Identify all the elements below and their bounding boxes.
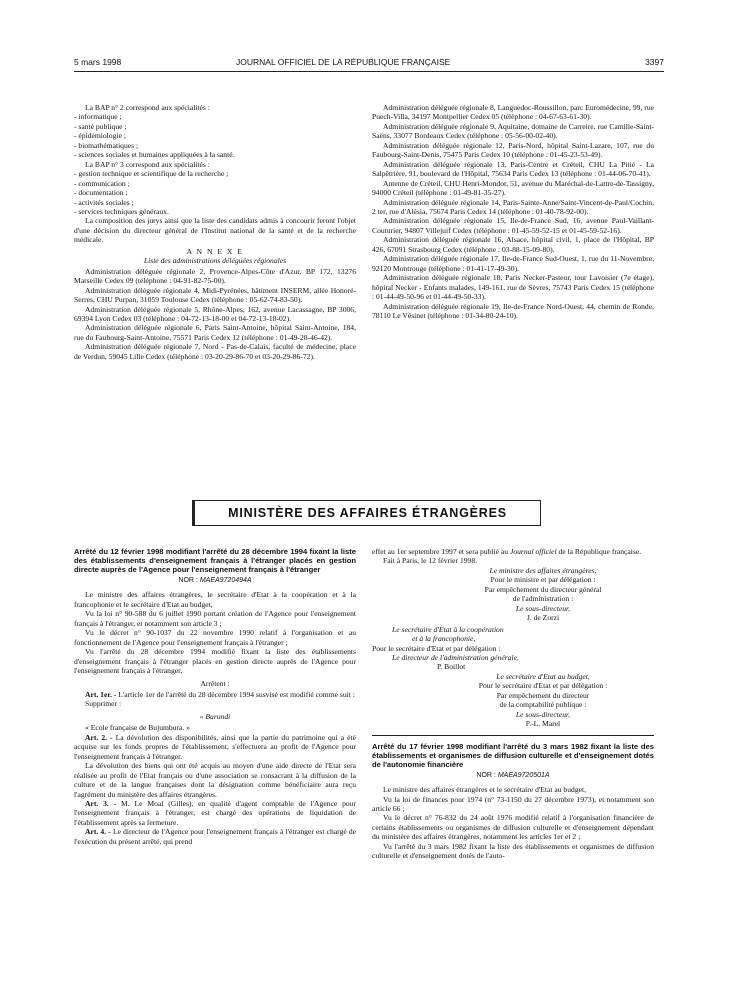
list-item: - documentation ; [74,188,128,198]
article-text: Le directeur de l'Agence pour l'enseignement français à l'étranger est chargé de l'exécution du présent arrêté, qui prend [74,827,357,846]
paragraph: Vu le décret n° 76-832 du 24 août 1976 modifié relatif à l'organisation financière de certains établissements ou organismes de diffusion culturelle et d'enseignement dépendant du ministère des affaires étrangères, notamment les articles 1er et 2 ; [372,813,654,842]
annex-subheading: Liste des administrations déléguées régionales [143,256,287,266]
paragraph: Administration déléguée régionale 16, Alsace, hôpital civil, 1, place de l'Hôpital, BP 426, 67091 Strasbourg Cedex (téléphone : 03-88-15-09-80). [372,235,654,254]
list-item: - épidémiologie ; [74,131,126,141]
paragraph: Administration déléguée régionale 13, Paris-Centre et Créteil, CHU La Pitié - La Salpêtrière, 91, boulevard de l'Hôpital, 75634 Paris Cedex 13 (téléphone : 01-44-06-70-41). [372,159,654,179]
paragraph: La dévolution des biens qui ont été acquis au moyen d'une aide directe de l'Etat sera réalisée au profit de l'Etat français ou d'une association se consacrant à la diffusion de la culture et de la langue françaises dont la désignation comme bénéficiaire aura reçu l'agrément du ministère des affaires étrangères. [74,761,356,799]
article-label: Art. 3. - [85,798,117,808]
paragraph: Administration déléguée régionale 6, Paris Saint-Antoine, hôpital Saint-Antoine, 184, rue du Faubourg-Saint-Antoine, 75571 Paris Cedex 12 (téléphone : 01-49-28-46-42). [74,323,356,342]
text-run: de la République française. [556,547,642,556]
paragraph: Administration déléguée régionale 18, Paris Necker-Pasteur, tour Lavoisier (7e étage), hôpital Necker - Enfants malades, 149-161, rue de Sèvres, 75743 Paris Cedex 15 (téléphone : 01-44-49-50-96 et 01-44-49-50-33). [372,273,654,302]
signatory-title: Le secrétaire d'Etat à la coopération [392,624,504,634]
paragraph [372,547,654,556]
signatory-title: Le ministre des affaires étrangères, [489,565,597,575]
signature-block-cooperation [372,625,654,672]
paragraph: Vu le décret n° 90-1037 du 22 novembre 1990 relatif à l'organisation et au fonctionnement de l'Agence pour l'enseignement français à l'étranger ; [74,628,356,647]
nor-code: MAEA9720494A [199,577,252,584]
list-item: - santé publique ; [74,121,127,131]
signatory-title: Le directeur de l'administration générale, [392,652,519,662]
signatory-title: et à la francophonie, [412,634,476,644]
ministry-heading: MINISTÈRE DES AFFAIRES ÉTRANGÈRES [192,500,541,526]
nor-reference [74,576,356,585]
top-column-left [74,103,356,361]
date-line: Fait à Paris, le 12 février 1998. [383,556,478,566]
list-item: - biomathématiques ; [74,140,139,150]
header-date: 5 mars 1998 [74,57,122,67]
signature-line: Par empêchement du directeur [496,690,590,700]
signature-line: Par empêchement du directeur général [484,584,602,594]
list-item: - activités sociales ; [74,197,134,207]
paragraph: Le ministre des affaires étrangères, le secrétaire d'Etat à la coopération et à la francophonie et le secrétaire d'Etat au budget, [74,590,356,609]
arretent-line: Arrêtent : [200,678,230,688]
journal-name: Journal officiel [509,547,557,556]
signature-line: Pour le secrétaire d'Etat et par délégation : [372,643,501,653]
signatory-name: P. Boillot [437,662,466,672]
paragraph: Vu l'arrêté du 3 mars 1982 fixant la liste des établissements et organismes de diffusion culturelle et d'enseignement dotés de l'auto- [372,841,654,861]
paragraph: Administration déléguée régionale 19, Ile-de-France Nord-Ouest, 44, chemin de Ronde, 78110 Le Vésinet (téléphone : 01-34-80-24-10). [372,301,654,320]
signatory-title: Le sous-directeur, [515,603,571,613]
paragraph: Administration déléguée régionale 2, Provence-Alpes-Côte d'Azur, BP 172, 13276 Marseille Cedex 09 (téléphone : 04-91-82-75-00). [74,266,356,286]
decree-title: Arrêté du 12 février 1998 modifiant l'arrêté du 28 décembre 1994 fixant la liste des établissements d'enseignement français à l'étranger placés en gestion directe auprès de l'Agence pour l'enseignement français à l'étranger [74,547,356,574]
paragraph: Administration déléguée régionale 7, Nord - Pas-de-Calais, faculté de médecine, place de Verdun, 59045 Lille Cedex (téléphone : 03-20-29-86-70 et 03-20-29-86-72). [74,342,356,361]
signature-line: Pour le secrétaire d'Etat et par délégation : [478,681,608,691]
signatory-name: P.-L. Marel [525,719,561,729]
signatory-title: Le sous-directeur, [515,709,571,719]
signatory-name: J. de Zorzi [526,613,560,623]
signature-line: Pour le ministre et par délégation : [490,575,596,585]
signature-block-budget [372,672,654,729]
article-4 [74,827,356,846]
text-line: La BAP n° 3 correspond aux spécialités : [85,159,210,169]
article-3 [74,799,356,827]
paragraph: Administration déléguée régionale 9, Aquitaine, domaine de Carreire, rue Camille-Saint-Saëns, 33077 Bordeaux Cedex (téléphone : 05-56-00-02-40). [372,121,654,141]
article-1 [74,690,356,699]
list-item: - communication ; [74,178,130,188]
paragraph: « Ecole française de Bujumbura. » [85,723,191,733]
country-heading: « Burundi [199,711,231,721]
paragraph: La composition des jurys ainsi que la liste des candidats admis à concourir feront l'objet d'une décision du directeur général de l'Institut national de la santé et de la recherche médicale. [74,216,356,245]
top-column-right [372,103,654,320]
paragraph: Supprimer : [85,699,122,709]
list-item: - services techniques généraux. [74,206,169,216]
paragraph: Antenne de Créteil, CHU Henri-Mondor, 51, avenue du Maréchal-de-Lattre-de-Tassigny, 94000 Créteil (téléphone : 01-49-81-35-27). [372,178,654,198]
signatory-title: Le secrétaire d'Etat au budget, [496,671,590,681]
text-line: La BAP n° 2 correspond aux spécialités : [85,103,210,112]
article-text: La dévolution des disponibilités, ainsi que la partie du patrimoine qui a été acquise sur les fonds propres de l'établissement, s'effectuera au profit de l'Agence pour l'enseignement français à l'étranger. [74,732,356,761]
paragraph: Le ministre des affaires étrangères et le secrétaire d'Etat au budget, [383,785,586,795]
paragraph: Administration déléguée régionale 4, Midi-Pyrénées, bâtiment INSERM, allée Honoré-Serres, CHU Purpan, 31059 Toulouse Cedex (téléphone : 05-62-74-83-50). [74,285,356,305]
signature-line: de la comptabilité publique : [499,700,587,710]
annex-heading: A N N E X E [186,246,244,256]
nor-code: MAEA9720501A [497,771,550,779]
list-item: - gestion technique et scientifique de la recherche ; [74,169,229,179]
header-rule [74,71,664,72]
article-label: Art. 1er. - [85,689,117,699]
list-item: - informatique ; [74,112,122,122]
header-page-number: 3397 [645,57,664,67]
paragraph: Administration déléguée régionale 5, Rhône-Alpes, 162, avenue Lacassagne, BP 3006, 69394 Lyon Cedex 03 (téléphone : 04-72-13-18-00 et 04-72-13-18-02). [74,304,356,323]
nor-reference [372,771,654,780]
article-label: Art. 2. - [85,732,113,742]
signature-line: de l'administration : [512,594,574,604]
decree-separator [372,735,654,736]
article-text: M. Le Moal (Gilles), en qualité d'agent comptable de l'Agence pour l'enseignement français à l'étranger, est chargé des opérations de liquidation de l'établissement après sa fermeture. [74,798,356,827]
signature-block-minister [372,566,654,623]
text-run: effet au 1er septembre 1997 et sera publié au [372,547,510,556]
list-item: - sciences sociales et humaines appliquées à la santé. [74,150,235,160]
bottom-column-right [372,547,654,861]
header-journal-title: JOURNAL OFFICIEL DE LA RÉPUBLIQUE FRANÇAISE [236,57,451,67]
running-header [74,57,664,69]
paragraph: Administration déléguée régionale 14, Paris-Sainte-Anne/Saint-Vincent-de-Paul/Cochin, 2 ter, rue d'Alésia, 75674 Paris Cedex 14 (téléphone : 01-40-78-92-00). [372,197,654,216]
nor-label: NOR : [178,577,198,584]
article-label: Art. 4. - [85,827,111,837]
article-2 [74,733,356,761]
paragraph: Vu la loi n° 90-588 du 6 juillet 1990 portant création de l'Agence pour l'enseignement français à l'étranger, et notamment son article 3 ; [74,609,356,628]
paragraph: Administration déléguée régionale 15, Ile-de-France Sud, 16, avenue Paul-Vaillant-Couturier, 94807 Villejuif Cedex (téléphone : 01-45-59-52-15 et 01-45-59-52-16). [372,216,654,235]
paragraph: Administration déléguée régionale 12, Paris-Nord, hôpital Saint-Lazare, 107, rue du Faubourg-Saint-Denis, 75475 Paris Cedex 10 (téléphone : 01-45-23-53-49). [372,140,654,160]
bottom-column-left [74,547,356,846]
paragraph: Administration déléguée régionale 17, Ile-de-France Sud-Ouest, 1, rue du 11-Novembre, 92120 Montrouge (téléphone : 01-41-17-49-30). [372,254,654,273]
article-text: L'article 1er de l'arrêté du 28 décembre 1994 susvisé est modifié comme suit : [118,689,355,699]
paragraph: Vu l'arrêté du 28 décembre 1994 modifié fixant la liste des établissements d'enseignement français à l'étranger placés en gestion directe auprès de l'Agence pour l'enseignement français à l'étranger, [74,647,356,676]
decree-title: Arrêté du 17 février 1998 modifiant l'arrêté du 3 mars 1982 fixant la liste des établissements et organismes de diffusion culturelle et d'enseignement dotés de l'autonomie financière [372,741,654,769]
paragraph: Vu la loi de finances pour 1974 (n° 73-1150 du 27 décembre 1973), et notamment son article 66 ; [372,794,654,813]
nor-label: NOR : [476,771,496,779]
paragraph: Administration déléguée régionale 8, Languedoc-Roussillon, parc Euromédecine, 99, rue Puech-Villa, 34197 Montpellier Cedex 05 (téléphone : 04-67-63-61-30). [372,103,654,122]
